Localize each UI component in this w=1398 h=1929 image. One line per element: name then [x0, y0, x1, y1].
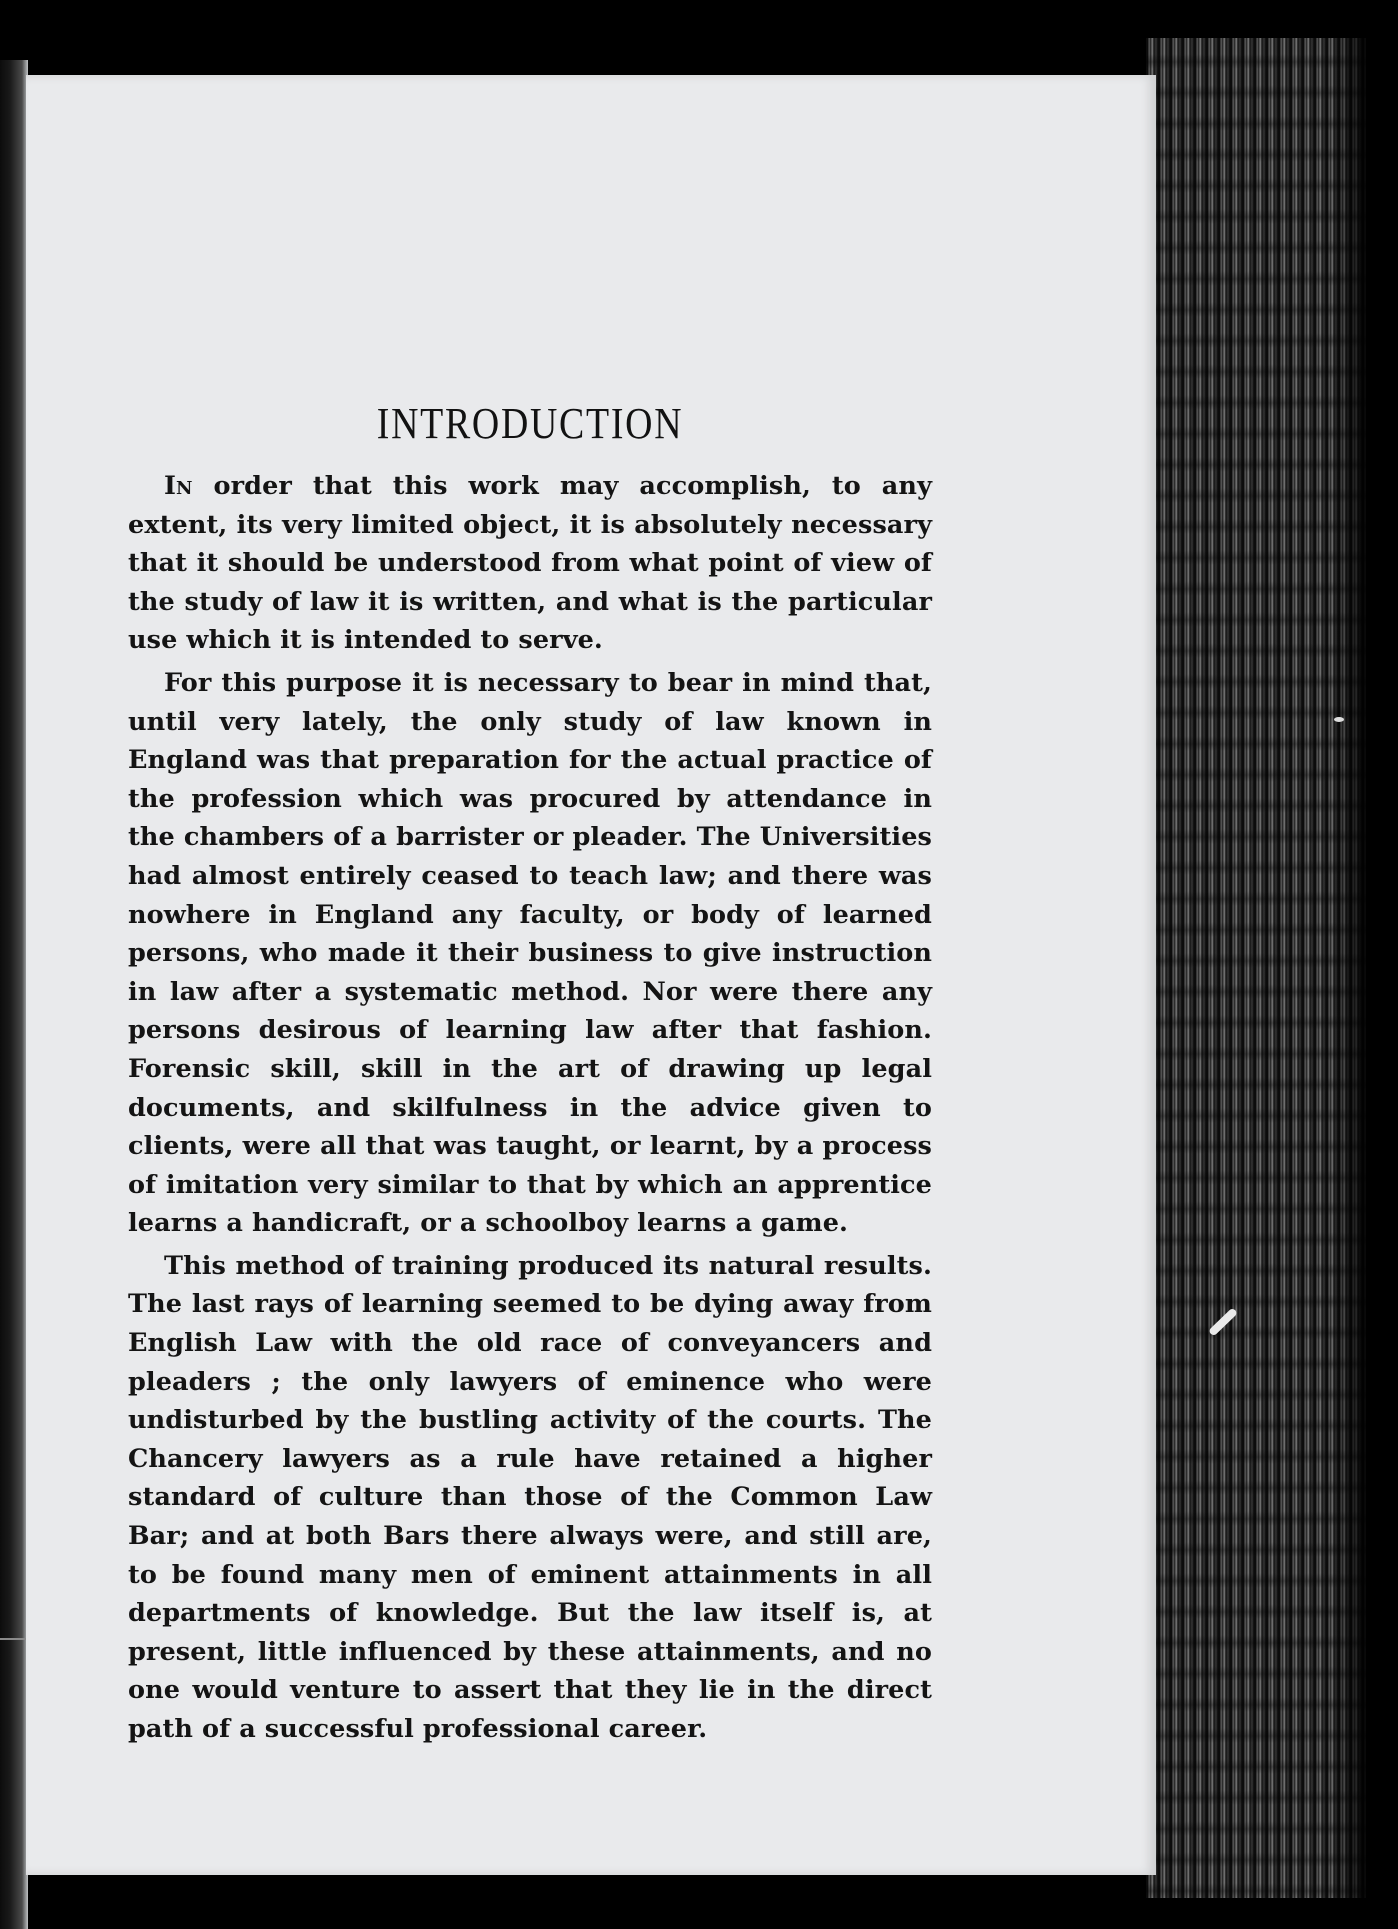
- paragraph: [128, 664, 932, 1243]
- scan-artifact-speck: [1334, 717, 1344, 722]
- paragraph-lead-in: In: [164, 471, 193, 501]
- paragraph: [128, 467, 932, 660]
- page-content: [128, 398, 932, 1753]
- paragraph-text: For this purpose it is necessary to bear in mind that, until very lately, the only study of law known in England was that preparation for the actual practice of the profession which was procured by attendance in the chambers of a barrister or pleader. The Universities had almost entirely ceased to teach law; and there was nowhere in England any faculty, or body of learned persons, who made it their business to give instruction in law after a systematic method. Nor were there any persons desirous of learning law after that fashion. Forensic skill, skill in the art of drawing up legal documents, and skilfulness in the advice given to clients, were all that was taught, or learnt, by a process of imitation very similar to that by which an apprentice learns a handicraft, or a schoolboy learns a game.: [128, 667, 932, 1239]
- page-block-fade: [1330, 38, 1398, 1898]
- paragraph-text: order that this work may accomplish, to any extent, its very limited object, it is absolutely necessary that it should be understood from what point of view of the study of law it is written, and what is the particular use which it is intended to serve.: [128, 471, 932, 656]
- paragraph: [128, 1247, 932, 1749]
- book-binding-edge: [0, 60, 28, 1929]
- page-title: INTRODUCTION: [376, 399, 684, 448]
- paragraph-text: This method of training produced its natural results. The last rays of learning seemed to be dying away from English Law with the old race of conveyancers and pleaders ; the only lawyers of eminence who were undisturbed by the bustling activity of the courts. The Chancery lawyers as a rule have retained a higher standard of culture than those of the Common Law Bar; and at both Bars there always were, and still are, to be found many men of eminent attainments in all departments of knowledge. But the law itself is, at present, little influenced by these attainments, and no one would venture to assert that they lie in the direct path of a successful professional career.: [128, 1250, 932, 1744]
